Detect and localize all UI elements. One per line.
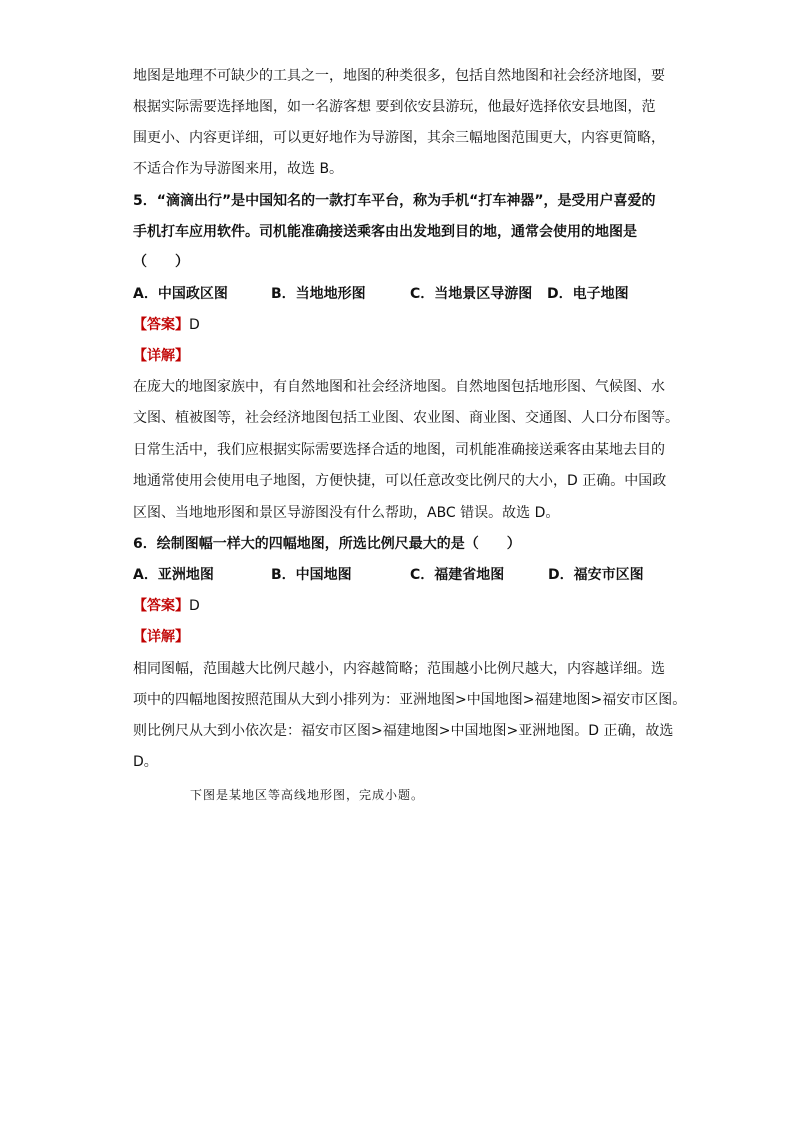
q5-detail-line: 区图、当地地形图和景区导游图没有什么帮助，ABC 错误。故选 D。 <box>133 505 560 521</box>
q5-detail-heading <box>133 346 189 366</box>
next-section-prompt: 下图是某地区等高线地形图，完成小题。 <box>190 788 425 802</box>
q6-option-b: B．中国地图 <box>271 567 352 583</box>
q6-answer <box>133 596 200 616</box>
q5-stem: 5．“滴滴出行”是中国知名的一款打车平台，称为手机“打车神器”，是受用户喜爱的 <box>133 193 656 209</box>
q5-option-d: D．电子地图 <box>547 286 629 302</box>
detail-label: 【详解】 <box>133 629 189 645</box>
q5-detail-line: 在庞大的地图家族中，有自然地图和社会经济地图。自然地图包括地形图、气候图、水 <box>133 379 665 395</box>
q6-detail-heading <box>133 627 189 647</box>
q5-detail-line: 文图、植被图等，社会经济地图包括工业图、农业图、商业图、交通图、人口分布图等。 <box>133 410 679 426</box>
q5-option-c: C．当地景区导游图 <box>410 286 533 302</box>
detail-label: 【详解】 <box>133 348 189 364</box>
q6-detail-line: 则比例尺从大到小依次是：福安市区图>福建地图>中国地图>亚洲地图。D 正确，故选 <box>133 723 674 739</box>
intro-line: 根据实际需要选择地图，如一名游客想 要到依安县游玩，他最好选择依安县地图，范 <box>133 99 656 115</box>
q6-detail-line: 相同图幅，范围越大比例尺越小，内容越简略；范围越小比例尺越大，内容越详细。选 <box>133 661 665 677</box>
answer-value: D <box>189 317 200 333</box>
q6-detail-line: D。 <box>133 754 158 770</box>
intro-line: 围更小、内容更详细，可以更好地作为导游图，其余三幅地图范围更大，内容更简略， <box>133 130 665 146</box>
q6-option-c: C．福建省地图 <box>410 567 505 583</box>
q5-detail-line: 日常生活中，我们应根据实际需要选择合适的地图，司机能准确接送乘客由某地去目的 <box>133 442 665 458</box>
q5-stem: 手机打车应用软件。司机能准确接送乘客由出发地到目的地，通常会使用的地图是 <box>133 224 637 240</box>
q5-option-a: A．中国政区图 <box>133 286 228 302</box>
q6-detail-line: 项中的四幅地图按照范围从大到小排列为：亚洲地图>中国地图>福建地图>福安市区图。 <box>133 692 687 708</box>
intro-line: 地图是地理不可缺少的工具之一，地图的种类很多，包括自然地图和社会经济地图，要 <box>133 68 665 84</box>
answer-label: 【答案】 <box>133 598 189 614</box>
q5-options <box>133 284 693 304</box>
q5-detail-line: 地通常使用会使用电子地图，方便快捷，可以任意改变比例尺的大小，D 正确。中国政 <box>133 473 667 489</box>
q6-option-a: A．亚洲地图 <box>133 567 214 583</box>
intro-line: 不适合作为导游图来用，故选 B。 <box>133 161 344 177</box>
q6-stem: 6．绘制图幅一样大的四幅地图，所选比例尺最大的是（ ） <box>133 536 521 552</box>
q6-option-d: D．福安市区图 <box>548 567 644 583</box>
q5-answer <box>133 315 200 335</box>
answer-value: D <box>189 598 200 614</box>
q5-stem: （ ） <box>133 254 189 270</box>
q6-options <box>133 565 693 585</box>
answer-label: 【答案】 <box>133 317 189 333</box>
q5-option-b: B．当地地形图 <box>271 286 366 302</box>
